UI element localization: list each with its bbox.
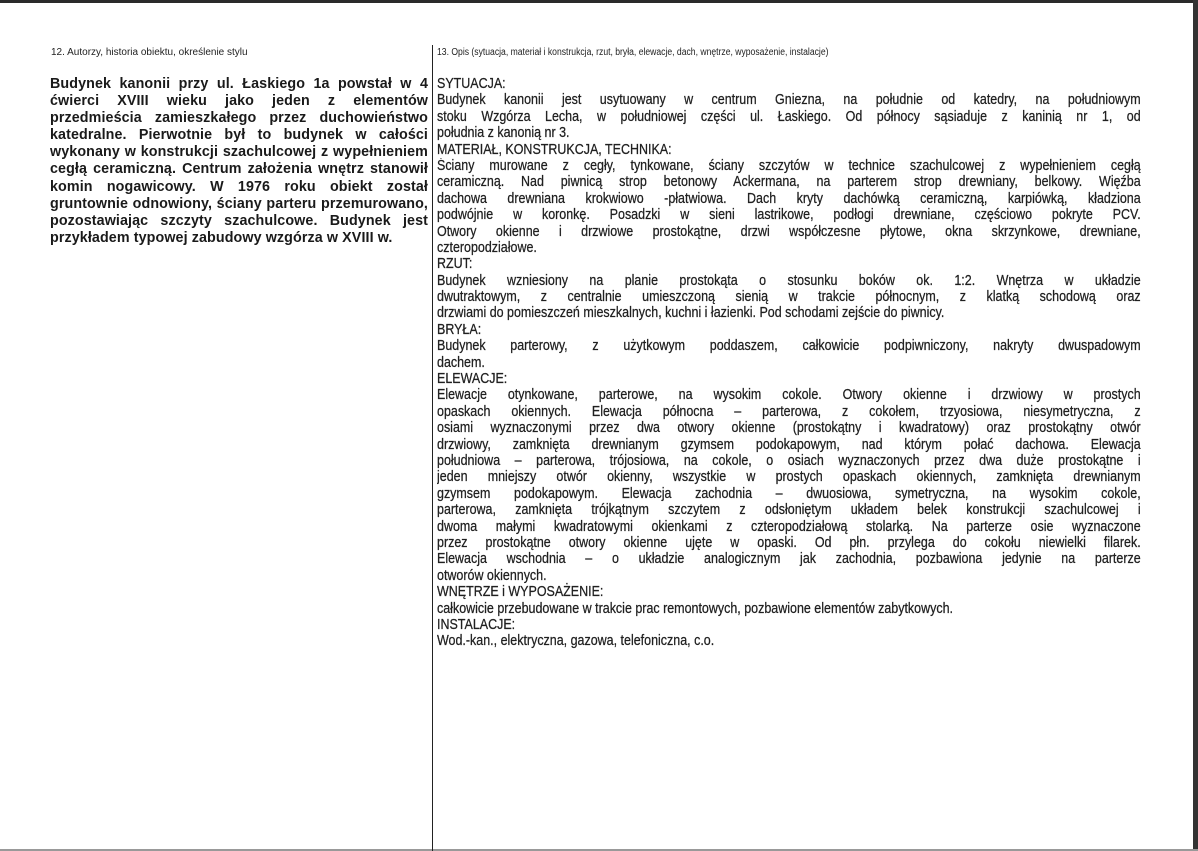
section-12-header: 12. Autorzy, historia obiektu, określenie stylu	[51, 47, 248, 58]
text-line: gruntownie odnowiony, ściany parteru przemurowano,	[50, 195, 428, 212]
text-line: Budynek kanonii jest usytuowany w centrum Gniezna, na południe od katedry, na południowym	[437, 92, 1141, 109]
section-heading: RZUT:	[437, 256, 473, 273]
scan-edge-top	[0, 0, 1198, 3]
text-line: całkowicie przebudowane w trakcie prac remontowych, pozbawione elementów zabytkowych.	[437, 600, 954, 617]
text-line: drzwiami do pomieszczeń mieszkalnych, kuchni i łazienki. Pod schodami zejście do piwnicy.	[437, 305, 945, 322]
text-line: Elewacje otynkowane, parterowe, na wysokim cokole. Otwory okienne i drzwiowy w prostych	[437, 387, 1141, 404]
text-line: Budynek wzniesiony na planie prostokąta o stosunku boków ok. 1:2. Wnętrza w układzie	[437, 272, 1141, 289]
text-line: Wod.-kan., elektryczna, gazowa, telefoniczna, c.o.	[437, 633, 715, 650]
text-line: czteropodziałowe.	[437, 239, 537, 256]
history-text	[50, 76, 428, 247]
text-line: parterowa, zamknięta trójkątnym szczytem z odsłoniętym układem belek konstrukcji szachulcowej i	[437, 502, 1141, 519]
text-line: ceramiczną. Nad piwnicą strop betonowy Ackermana, na parterem strop drewniany, belkowy. Więźba	[437, 174, 1141, 191]
scan-edge-right	[1193, 0, 1198, 851]
text-line: katedralne. Pierwotnie był to budynek w całości	[50, 127, 428, 144]
text-line: drzwiowy, zamknięta drewnianym gzymsem podokapowym, nad którym połać dachowa. Elewacja	[437, 436, 1141, 453]
text-line: Budynek parterowy, z użytkowym poddaszem, całkowicie podpiwniczony, nakryty dwuspadowym	[437, 338, 1141, 355]
text-line: dwutraktowym, z centralnie umieszczoną sienią w trakcie północnym, z klatką schodową oraz	[437, 289, 1141, 306]
section-heading: MATERIAŁ, KONSTRUKCJA, TECHNIKA:	[437, 141, 672, 158]
text-line: ćwierci XVIII wieku jako jeden z elementów	[50, 93, 428, 110]
text-line: przykładem typowej zabudowy wzgórza w XVIII w.	[50, 229, 393, 246]
text-line: dachem.	[437, 354, 485, 371]
text-line: przedmieścia zamieszkałego przez duchowieństwo	[50, 110, 428, 127]
text-line: Elewacja wschodnia – o układzie analogicznym jak zachodnia, pozbawiona jedynie na parterze	[437, 551, 1141, 568]
text-line: cegłą ceramiczną. Centrum założenia wnętrz stanowił	[50, 161, 428, 178]
section-heading: WNĘTRZE i WYPOSAŻENIE:	[437, 584, 604, 601]
text-line: osiami wyznaczonymi przez dwa otwory okienne (prostokątny i kwadratowy) oraz prostokątny otwór	[437, 420, 1141, 437]
text-line: opaskach okiennych. Elewacja północna – parterowa, z cokołem, trzyosiowa, niesymetryczna, z	[437, 403, 1141, 420]
text-line: otworów okiennych.	[437, 567, 547, 584]
text-line: jeden mniejszy otwór okienny, wszystkie w prostych opaskach okiennych, zamknięta drewnianym	[437, 469, 1141, 486]
text-line: stoku Wzgórza Lecha, w południowej części ul. Łaskiego. Od północy sąsiaduje z kaninią nr 1, od	[437, 108, 1141, 125]
text-line: dachowa drewniana krokwiowo -płatwiowa. Dach kryty dachówką ceramiczną, karpiówką, kładziona	[437, 190, 1141, 207]
text-line: południowa – parterowa, trójosiowa, na cokole, o osiach wyznaczonych przez dwa duże prostokątne i	[437, 452, 1141, 469]
text-line: gzymsem podokapowym. Elewacja zachodnia – dwuosiowa, symetryczna, na wysokim cokole,	[437, 485, 1141, 502]
text-line: podwójnie w koronkę. Posadzki w sieni lastrikowe, podłogi drewniane, częściowo pokryte PCV.	[437, 207, 1141, 224]
text-line: Otwory okienne i drzwiowe prostokątne, drzwi współczesne płytowe, okna skrzynkowe, drewniane,	[437, 223, 1141, 240]
section-heading: SYTUACJA:	[437, 76, 506, 92]
text-line: Budynek kanonii przy ul. Łaskiego 1a powstał w 4	[50, 76, 428, 92]
text-line: komin nogawicowy. W 1976 roku obiekt został	[50, 178, 428, 195]
description-text	[437, 76, 1141, 650]
text-line: dwoma małymi kwadratowymi okienkami z czteropodziałową stolarką. Na parterze osie wyznaczone	[437, 518, 1141, 535]
section-heading: BRYŁA:	[437, 321, 482, 338]
text-line: wykonany w konstrukcji szachulcowej z wypełnieniem	[50, 144, 428, 161]
text-line: pozostawiając szczyty szachulcowe. Budynek jest	[50, 212, 428, 229]
section-heading: ELEWACJE:	[437, 371, 508, 388]
text-line: przez prostokątne otwory okienne ujęte w opaski. Od płn. przylega do cokołu niewielki filarek.	[437, 534, 1141, 551]
text-line: Ściany murowane z cegły, tynkowane, ściany szczytów w technice szachulcowej z wypełnieniem cegłą	[437, 157, 1141, 174]
text-line: południa z kanonią nr 3.	[437, 125, 570, 142]
section-13-header: 13. Opis (sytuacja, materiał i konstrukcja, rzut, bryła, elewacje, dach, wnętrze, wyposażenie, instalacje)	[437, 47, 829, 58]
column-divider	[432, 45, 433, 851]
section-heading: INSTALACJE:	[437, 616, 516, 633]
